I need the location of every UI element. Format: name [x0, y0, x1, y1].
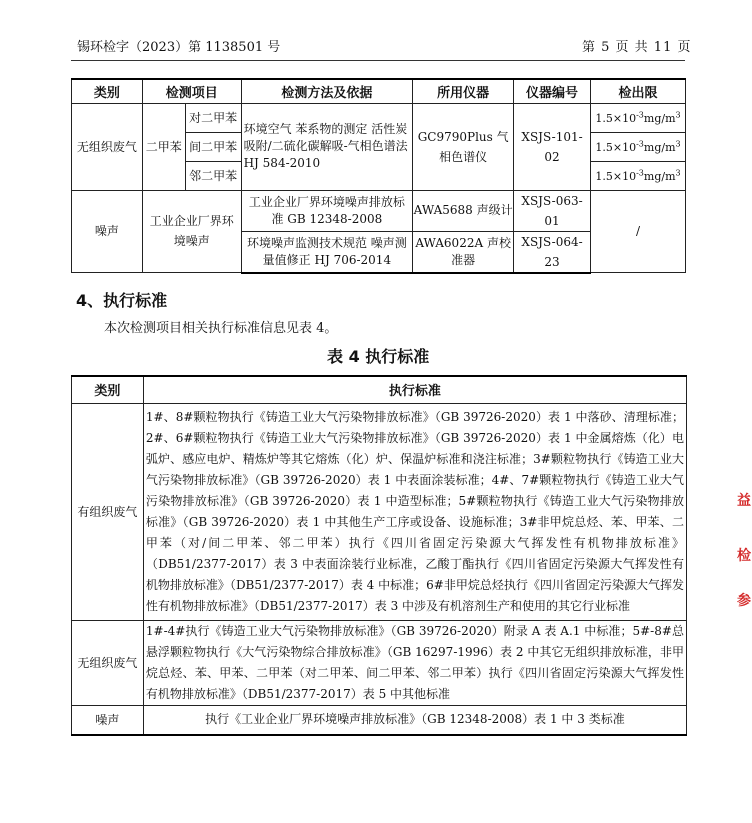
t3-limit-value: $1.5\times 10^{-3}mg/m^3$: [595, 168, 681, 184]
t3-noise-instrument-no-2: XSJS-064-23: [514, 231, 591, 273]
t3-voc-instrument: GC9790Plus 气相色谱仪: [413, 103, 514, 190]
page-info: 第 5 页 共 11 页: [582, 40, 692, 55]
t3-voc-item-group: 二甲苯: [142, 103, 185, 190]
t3-subitem-para-xylene: 对二甲苯: [185, 103, 241, 132]
t3-noise-item: 工业企业厂界环境噪声: [142, 190, 241, 273]
t3-limit-value: $1.5\times 10^{-3}mg/m^3$: [595, 139, 681, 155]
t4-category-noise: 噪声: [72, 705, 144, 735]
t3-limit-3: [590, 161, 685, 190]
t4-category-organized: 有组织废气: [72, 403, 144, 620]
t3-voc-instrument-no: XSJS-101-02: [514, 103, 591, 190]
standards-table: [71, 375, 687, 736]
t4-standard-organized: 1#、8#颗粒物执行《铸造工业大气污染物排放标准》（GB 39726-2020）表 1 中落砂、清理标准；2#、6#颗粒物执行《铸造工业大气污染物排放标准》（GB 39726-2020）表 1 中金属熔炼（化）电弧炉、感应电炉、精炼炉等其它熔炼（化）炉、保温炉标准和浇注标准；3#颗粒物执行《铸造工业大气污染物排放标准》（GB 39726-2020）表 1 中表面涂装标准；4#、7#颗粒物执行《铸造工业大气污染物排放标准》（GB 39726-2020）表 1 中造型标准；5#颗粒物执行《铸造工业大气污染物排放标准》（GB 39726-2020）表 1 中其他生产工序或设备、设施标准；3#非甲烷总烃、苯、甲苯、二甲苯（对/间二甲苯、邻二甲苯）执行《四川省固定污染源大气挥发性有机物排放标准》（DB51/2377-2017）表 3 中表面涂装行业标准，乙酸丁酯执行《四川省固定污染源大气挥发性有机物排放标准》（DB51/2377-2017）表 4 中标准；6#非甲烷总烃执行《四川省固定污染源大气挥发性有机物排放标准》（DB51/2377-2017）表 3 中涉及有机溶剂生产和使用的其它行业标准: [143, 403, 686, 620]
t3-voc-method: 环境空气 苯系物的测定 活性炭吸附/二硫化碳解吸-气相色谱法 HJ 584-2010: [241, 103, 413, 190]
t3-subitem-ortho-xylene: 邻二甲苯: [185, 161, 241, 190]
t3-noise-instrument-2: AWA6022A 声校准器: [413, 231, 514, 273]
t4-header-standard: 执行标准: [143, 376, 686, 403]
t3-limit-1: [590, 103, 685, 132]
t3-header-instrument-no: 仪器编号: [514, 79, 591, 103]
t4-header-category: 类别: [72, 376, 144, 403]
report-number: 锡环检字（2023）第 1138501 号: [77, 40, 281, 55]
t3-header-category: 类别: [72, 79, 143, 103]
table4-caption: 表 4 执行标准: [327, 347, 430, 366]
seam-stamp-char: 参: [737, 593, 751, 609]
detection-method-table: [71, 78, 686, 274]
t3-subitem-meta-xylene: 间二甲苯: [185, 132, 241, 161]
seam-stamp-char: 益: [737, 493, 751, 509]
t4-category-fugitive: 无组织废气: [72, 620, 144, 705]
t4-standard-noise: 执行《工业企业厂界环境噪声排放标准》（GB 12348-2008）表 1 中 3 类标准: [143, 705, 686, 735]
seam-stamp-char: 检: [737, 548, 751, 564]
section-heading: 4、执行标准: [76, 291, 168, 310]
t3-header-item: 检测项目: [142, 79, 241, 103]
t3-header-method: 检测方法及依据: [241, 79, 413, 103]
t3-noise-method-1: 工业企业厂界环境噪声排放标准 GB 12348-2008: [241, 190, 413, 231]
t4-standard-fugitive: 1#-4#执行《铸造工业大气污染物排放标准》（GB 39726-2020）附录 A 表 A.1 中标准；5#-8#总悬浮颗粒物执行《大气污染物综合排放标准》（GB 16297-1996）表 2 中其它无组织排放标准，非甲烷总烃、苯、甲苯、二甲苯（对二甲苯、间二甲苯、邻二甲苯）执行《四川省固定污染源大气挥发性有机物排放标准》（DB51/2377-2017）表 5 中其他标准: [143, 620, 686, 705]
t3-noise-instrument-no-1: XSJS-063-01: [514, 190, 591, 231]
t3-noise-limit: /: [590, 190, 685, 273]
t3-noise-instrument-1: AWA5688 声级计: [413, 190, 514, 231]
t3-limit-2: [590, 132, 685, 161]
t3-limit-value: $1.5\times 10^{-3}mg/m^3$: [595, 110, 681, 126]
t3-header-instrument: 所用仪器: [413, 79, 514, 103]
t3-voc-category: 无组织废气: [72, 103, 143, 190]
t3-header-limit: 检出限: [590, 79, 685, 103]
t3-noise-method-2: 环境噪声监测技术规范 噪声测量值修正 HJ 706-2014: [241, 231, 413, 273]
header-divider: [71, 60, 685, 61]
t3-noise-category: 噪声: [72, 190, 143, 273]
section-paragraph: 本次检测项目相关执行标准信息见表 4。: [104, 321, 338, 336]
